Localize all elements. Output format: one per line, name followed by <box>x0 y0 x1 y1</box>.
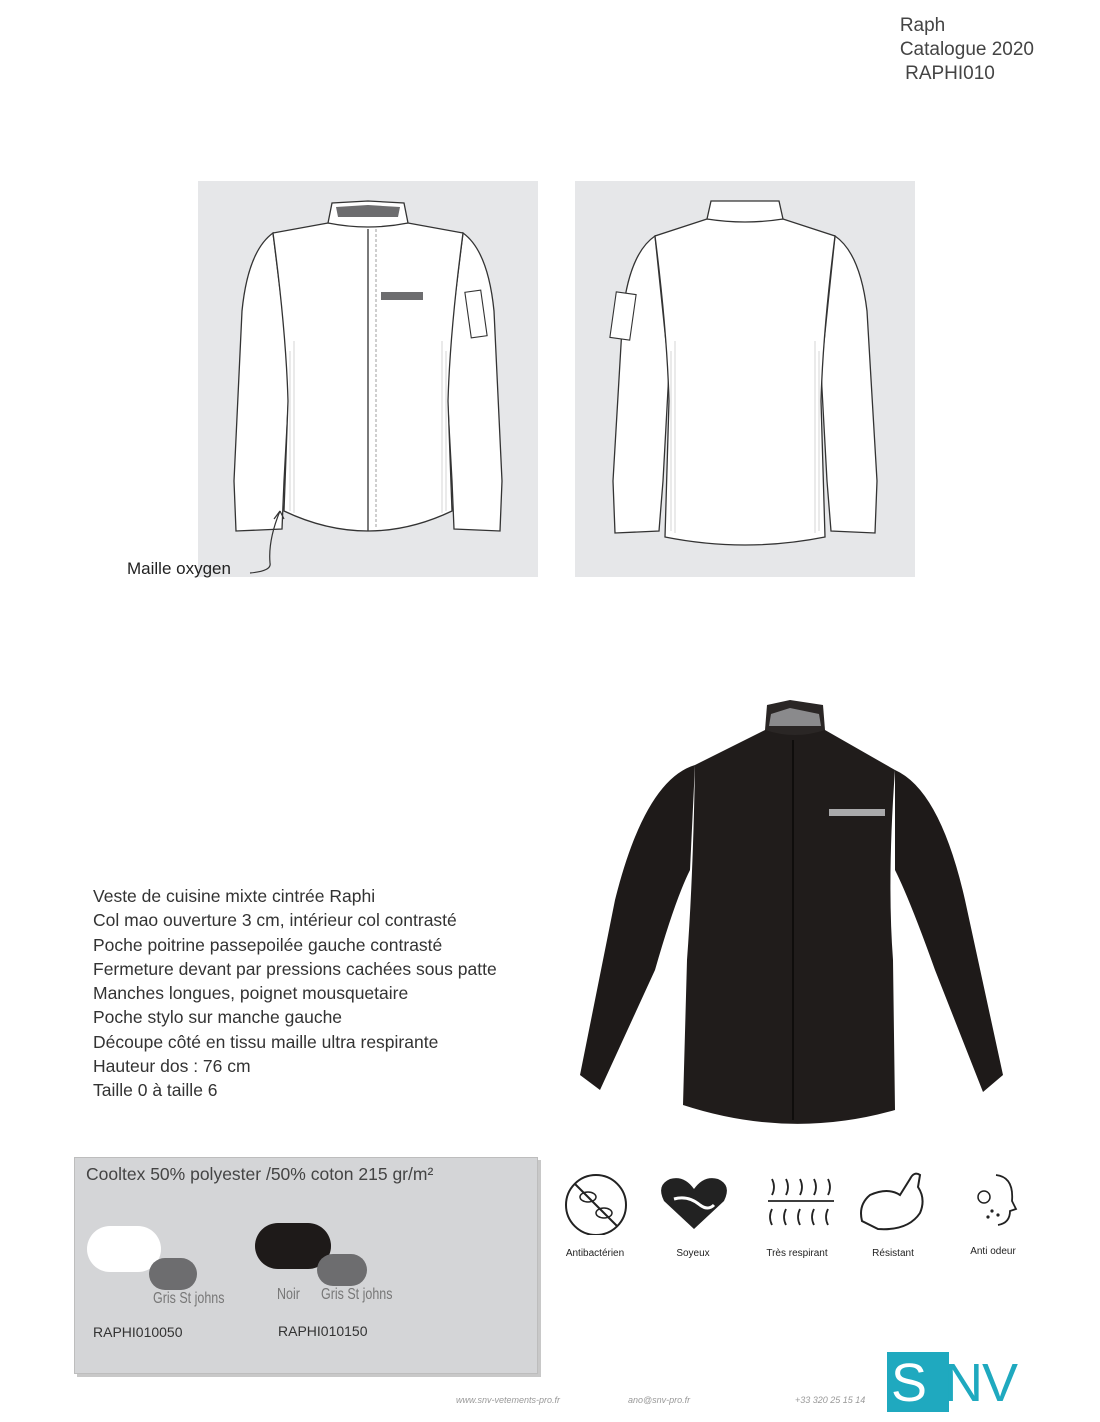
silky-heart-icon <box>648 1165 740 1235</box>
description-line: Découpe côté en tissu maille ultra respirante <box>93 1031 439 1052</box>
description-line: Taille 0 à taille 6 <box>93 1080 218 1101</box>
feature-resistant <box>848 1165 940 1259</box>
fabric-colors-box <box>74 1157 538 1374</box>
anti-odor-face-icon <box>948 1165 1040 1235</box>
features-row <box>550 1165 1070 1265</box>
feature-label: Très respirant <box>766 1248 828 1259</box>
phone-number: +33 320 25 15 14 <box>795 1395 866 1405</box>
website-link[interactable]: www.snv-vetements-pro.fr <box>456 1395 561 1405</box>
jacket-product-photo <box>575 700 1005 1140</box>
gray-accent-swatch <box>317 1254 367 1286</box>
feature-label: Antibactérien <box>565 1248 625 1259</box>
breathable-icon <box>752 1165 844 1235</box>
white-swatch <box>87 1226 161 1272</box>
antibacterial-icon <box>550 1165 642 1235</box>
description-line: Fermeture devant par pressions cachées sous patte <box>93 958 497 979</box>
description-line: Col mao ouverture 3 cm, intérieur col contrasté <box>93 910 457 931</box>
description-line: Poche stylo sur manche gauche <box>93 1007 343 1028</box>
gray-accent-swatch <box>149 1258 197 1290</box>
jacket-back-drawing <box>575 181 915 577</box>
accent-color-label: Gris St johns <box>153 1290 225 1307</box>
main-color-label: Noir <box>277 1286 300 1303</box>
catalogue-year: Catalogue 2020 <box>899 39 1034 60</box>
email-link[interactable]: ano@snv-pro.fr <box>628 1395 691 1405</box>
variant-reference: RAPHI010150 <box>278 1323 368 1339</box>
snv-logo <box>887 1352 1023 1412</box>
feature-breathable <box>752 1165 844 1259</box>
description-line: Hauteur dos : 76 cm <box>93 1056 251 1077</box>
fabric-composition: Cooltex 50% polyester /50% coton 215 gr/m² <box>86 1164 434 1184</box>
product-description <box>93 884 497 1103</box>
description-line: Manches longues, poignet mousquetaire <box>93 983 409 1004</box>
catalogue-header <box>900 14 1034 86</box>
maille-oxygen-label: Maille oxygen <box>127 559 231 578</box>
strong-arm-icon <box>848 1165 940 1235</box>
feature-antibacterial <box>550 1165 642 1259</box>
accent-color-label: Gris St johns <box>321 1286 393 1303</box>
annotation-arrow <box>230 505 300 580</box>
logo-text: S NV <box>891 1353 1018 1413</box>
brand-name: Raph <box>899 15 946 36</box>
feature-label: Anti odeur <box>970 1246 1016 1257</box>
variant-reference: RAPHI010050 <box>93 1324 183 1340</box>
product-reference: RAPHI010 <box>899 63 995 84</box>
feature-label: Soyeux <box>676 1248 710 1259</box>
feature-label: Résistant <box>872 1248 914 1259</box>
back-drawing-panel <box>575 181 915 577</box>
description-line: Veste de cuisine mixte cintrée Raphi <box>93 886 376 906</box>
feature-silky <box>648 1165 740 1259</box>
feature-anti-odor <box>948 1165 1040 1257</box>
description-line: Poche poitrine passepoilée gauche contrasté <box>93 934 443 955</box>
